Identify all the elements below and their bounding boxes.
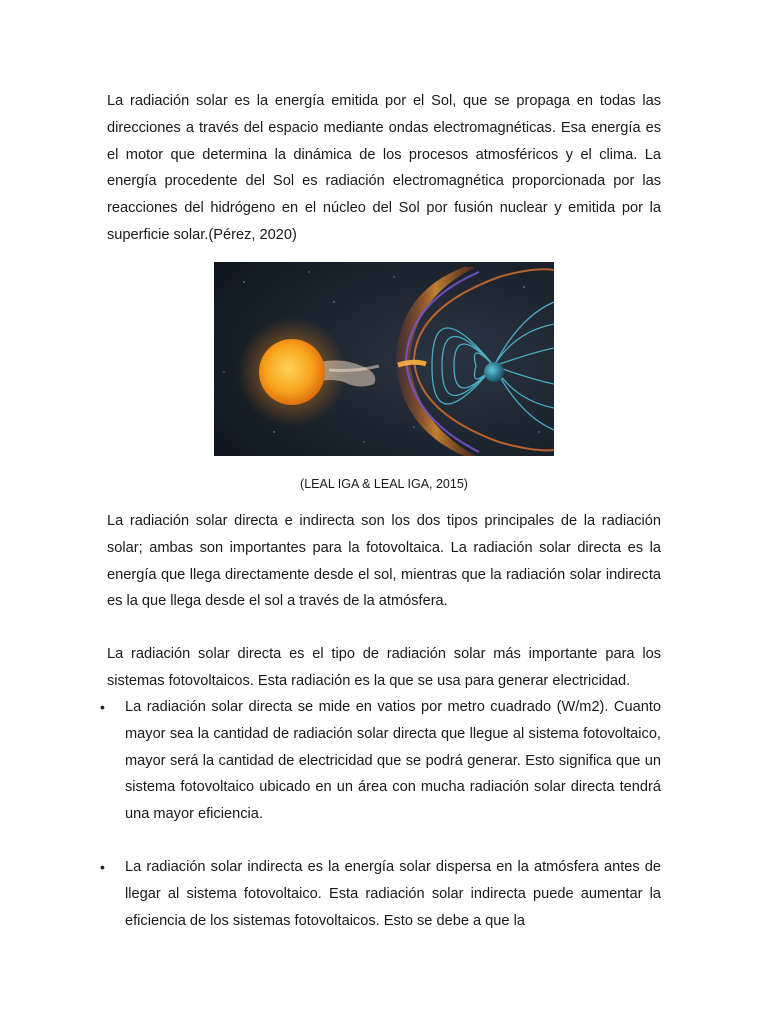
bullet-text: La radiación solar indirecta es la energía solar dispersa en la atmósfera antes de llegar al sistema fotovoltaico. Esta radiación solar indirecta puede aumentar la eficiencia de los sistemas fotovoltaicos. Esto se debe a que la [125, 858, 661, 929]
paragraph-direct-indirect: La radiación solar directa e indirecta son los dos tipos principales de la radiación solar; ambas son importantes para la fotovoltaica. La radiación solar directa es la energía que llega directamente desde el sol, mientras que la radiación solar indirecta es la que llega desde el sol a través de la atmósfera. [107, 513, 661, 610]
paragraph-direct-importance: La radiación solar directa es el tipo de radiación solar más importante para los sistemas fotovoltaicos. Esta radiación es la que se usa para generar electricidad. [107, 646, 661, 689]
bullet-text: La radiación solar directa se mide en vatios por metro cuadrado (W/m2). Cuanto mayor sea la cantidad de radiación solar directa que llegue al sistema fotovoltaico, mayor será la cantidad de electricidad que se podrá generar. Esto significa que un sistema fotovoltaico ubicado en un área con mucha radiación solar directa tendrá una mayor eficiencia. [125, 699, 661, 823]
bullet-marker: • [100, 699, 105, 715]
list-item [100, 854, 661, 934]
paragraph-solar-radiation-intro: La radiación solar es la energía emitida por el Sol, que se propaga en todas las direcciones a través del espacio mediante ondas electromagnéticas. Esa energía es el motor que determina la dinámica de los procesos atmosféricos y el clima. La energía procedente del Sol es radiación electromagnética proporcionada por las reacciones del hidrógeno en el núcleo del Sol por fusión nuclear y emitida por la superficie solar.(Pérez, 2020) [107, 93, 661, 243]
figure-caption: (LEAL IGA & LEAL IGA, 2015) [300, 477, 468, 491]
bullet-marker: • [100, 858, 105, 875]
list-item [100, 694, 661, 828]
bullet-list [100, 694, 661, 934]
sun-earth-magnetosphere-image [214, 262, 554, 456]
